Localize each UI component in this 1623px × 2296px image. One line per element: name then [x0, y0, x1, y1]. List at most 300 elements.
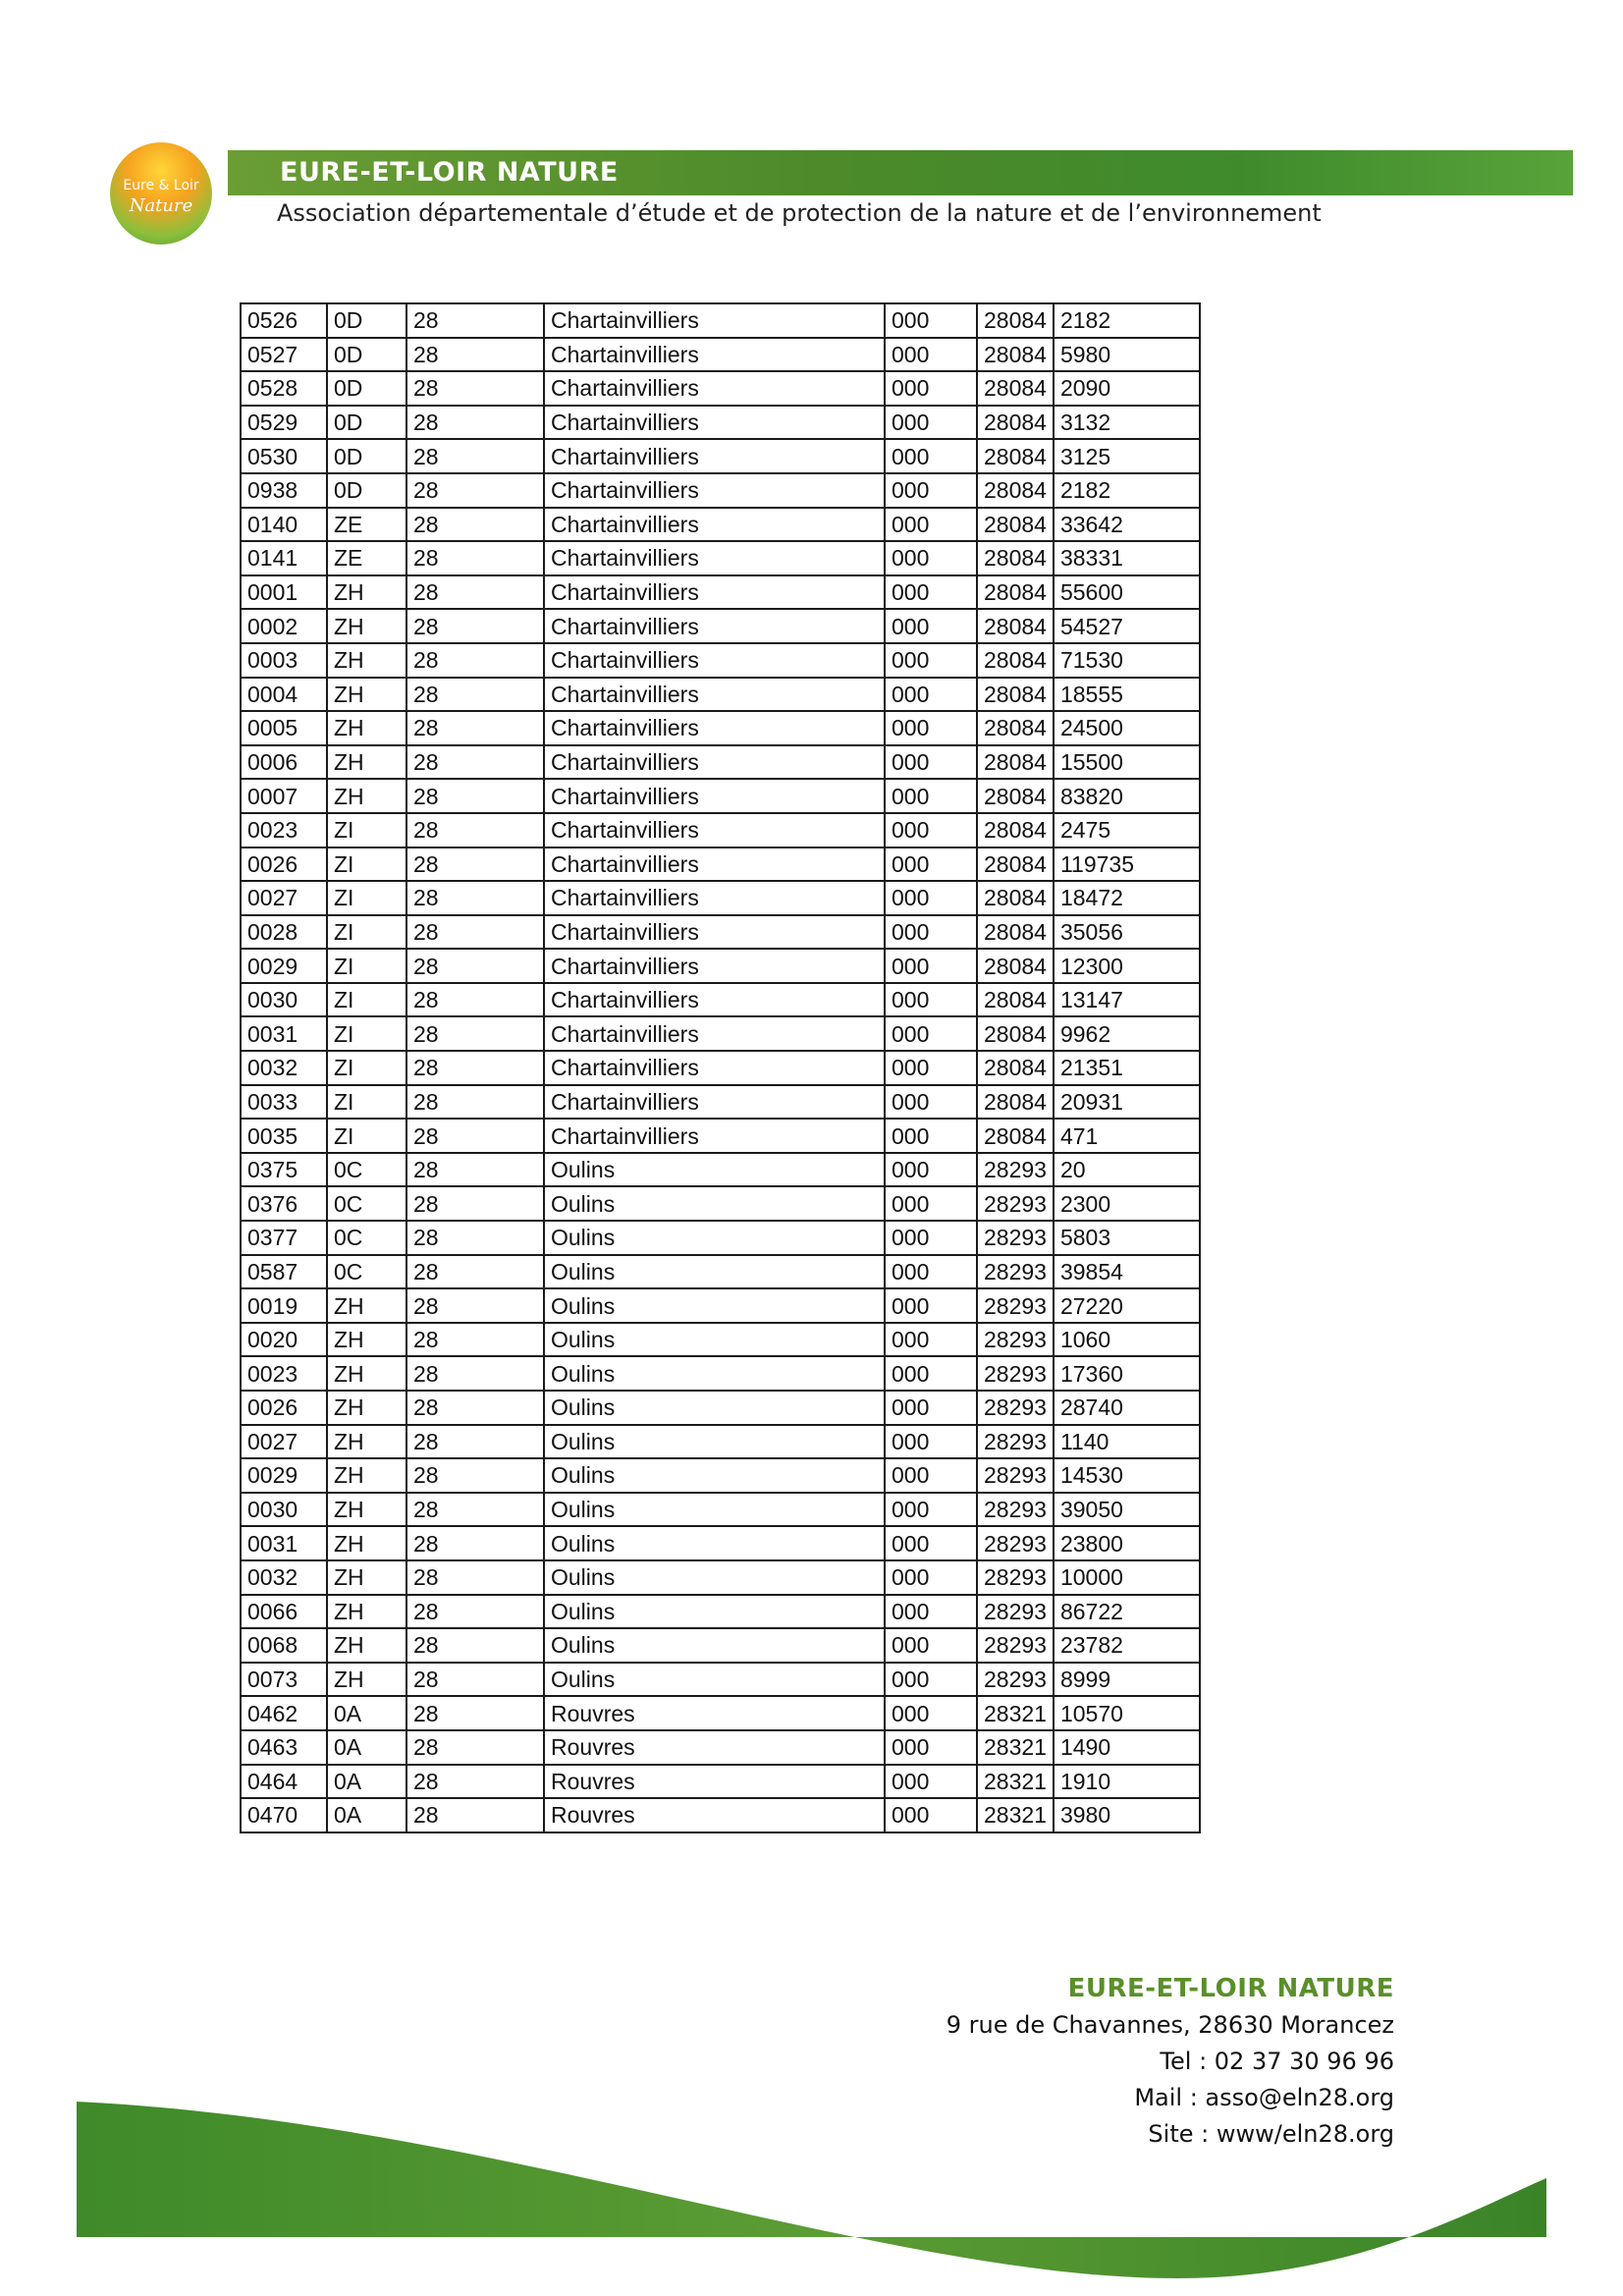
table-cell: 0D: [327, 338, 406, 372]
table-cell: 9962: [1054, 1016, 1200, 1051]
logo-bottom-text: Nature: [129, 195, 193, 216]
table-row: [241, 1016, 1200, 1051]
table-cell: ZI: [327, 1051, 406, 1085]
table-cell: Oulins: [544, 1221, 885, 1255]
table-cell: Chartainvilliers: [544, 949, 885, 983]
parcel-table-body: [241, 303, 1200, 1832]
table-cell: 0938: [241, 473, 327, 508]
parcel-table: [240, 302, 1201, 1833]
table-cell: Chartainvilliers: [544, 881, 885, 915]
table-cell: 0C: [327, 1255, 406, 1289]
table-row: [241, 371, 1200, 406]
table-row: [241, 1323, 1200, 1357]
table-cell: 35056: [1054, 915, 1200, 950]
table-cell: 0073: [241, 1663, 327, 1697]
table-cell: ZH: [327, 1560, 406, 1595]
table-row: [241, 1798, 1200, 1832]
table-cell: 33642: [1054, 508, 1200, 542]
table-cell: 0375: [241, 1153, 327, 1187]
footer-email: Mail : asso@eln28.org: [1134, 2084, 1394, 2111]
table-cell: 28293: [977, 1153, 1054, 1187]
table-row: [241, 303, 1200, 338]
table-row: [241, 1356, 1200, 1391]
table-cell: 28084: [977, 508, 1054, 542]
table-row: [241, 1153, 1200, 1187]
parcel-table-wrapper: [240, 302, 1201, 1833]
table-cell: ZI: [327, 847, 406, 882]
footer-contact-block: [884, 1971, 1394, 2153]
table-cell: 28: [406, 643, 544, 678]
table-cell: Chartainvilliers: [544, 983, 885, 1017]
table-cell: 0377: [241, 1221, 327, 1255]
table-row: [241, 609, 1200, 643]
table-cell: 28: [406, 1628, 544, 1663]
table-cell: 14530: [1054, 1458, 1200, 1493]
table-cell: 28084: [977, 915, 1054, 950]
table-cell: 0066: [241, 1595, 327, 1629]
table-cell: 54527: [1054, 609, 1200, 643]
table-cell: 1490: [1054, 1730, 1200, 1765]
table-cell: 28293: [977, 1288, 1054, 1323]
table-cell: 71530: [1054, 643, 1200, 678]
table-cell: 0001: [241, 575, 327, 610]
table-cell: 28: [406, 541, 544, 575]
table-cell: ZH: [327, 609, 406, 643]
table-cell: ZI: [327, 1016, 406, 1051]
table-cell: 28084: [977, 847, 1054, 882]
table-cell: ZI: [327, 949, 406, 983]
table-cell: 0005: [241, 711, 327, 745]
header-subtitle: Association départementale d’étude et de protection de la nature et de l’environnement: [277, 199, 1322, 227]
table-cell: 28: [406, 406, 544, 440]
table-cell: Chartainvilliers: [544, 678, 885, 712]
table-cell: 28: [406, 1560, 544, 1595]
table-cell: 000: [885, 439, 977, 473]
table-cell: 0068: [241, 1628, 327, 1663]
table-row: [241, 1119, 1200, 1153]
table-cell: Oulins: [544, 1628, 885, 1663]
table-cell: 21351: [1054, 1051, 1200, 1085]
table-cell: 0030: [241, 1493, 327, 1527]
table-cell: Rouvres: [544, 1730, 885, 1765]
table-cell: 2182: [1054, 473, 1200, 508]
table-cell: 27220: [1054, 1288, 1200, 1323]
table-row: [241, 439, 1200, 473]
table-cell: Oulins: [544, 1391, 885, 1425]
table-cell: 000: [885, 779, 977, 813]
table-cell: 28084: [977, 338, 1054, 372]
table-cell: Oulins: [544, 1186, 885, 1221]
table-cell: ZH: [327, 643, 406, 678]
table-row: [241, 1391, 1200, 1425]
table-cell: 28321: [977, 1798, 1054, 1832]
table-cell: Oulins: [544, 1595, 885, 1629]
table-cell: 28084: [977, 881, 1054, 915]
table-cell: 28: [406, 949, 544, 983]
table-cell: ZI: [327, 1119, 406, 1153]
table-cell: 28: [406, 711, 544, 745]
table-cell: 000: [885, 1119, 977, 1153]
table-cell: Oulins: [544, 1458, 885, 1493]
table-cell: 0462: [241, 1696, 327, 1730]
table-cell: 0526: [241, 303, 327, 338]
table-cell: 28: [406, 881, 544, 915]
table-cell: ZH: [327, 779, 406, 813]
table-cell: 28: [406, 678, 544, 712]
table-row: [241, 711, 1200, 745]
table-cell: ZH: [327, 1391, 406, 1425]
table-cell: 0031: [241, 1016, 327, 1051]
table-cell: 20: [1054, 1153, 1200, 1187]
table-cell: ZI: [327, 983, 406, 1017]
table-row: [241, 915, 1200, 950]
table-cell: 28084: [977, 983, 1054, 1017]
table-cell: 28: [406, 847, 544, 882]
table-cell: 28293: [977, 1221, 1054, 1255]
table-cell: ZH: [327, 1663, 406, 1697]
table-row: [241, 406, 1200, 440]
table-cell: ZI: [327, 813, 406, 847]
table-cell: 0027: [241, 881, 327, 915]
table-cell: 28: [406, 1085, 544, 1120]
table-cell: 23800: [1054, 1526, 1200, 1560]
table-cell: ZH: [327, 1526, 406, 1560]
table-cell: 5803: [1054, 1221, 1200, 1255]
table-cell: 2182: [1054, 303, 1200, 338]
table-row: [241, 575, 1200, 610]
table-cell: 28: [406, 1323, 544, 1357]
table-cell: Oulins: [544, 1288, 885, 1323]
table-cell: Rouvres: [544, 1696, 885, 1730]
table-cell: 0A: [327, 1696, 406, 1730]
table-cell: 000: [885, 1288, 977, 1323]
table-cell: 28293: [977, 1663, 1054, 1697]
table-cell: 2475: [1054, 813, 1200, 847]
table-cell: 0376: [241, 1186, 327, 1221]
table-cell: Chartainvilliers: [544, 1119, 885, 1153]
table-cell: 000: [885, 847, 977, 882]
table-row: [241, 1628, 1200, 1663]
table-cell: 28084: [977, 813, 1054, 847]
table-cell: 28293: [977, 1186, 1054, 1221]
table-cell: 28321: [977, 1765, 1054, 1799]
table-row: [241, 1186, 1200, 1221]
table-cell: 28084: [977, 779, 1054, 813]
table-cell: ZH: [327, 1425, 406, 1459]
table-cell: 28321: [977, 1730, 1054, 1765]
table-cell: 86722: [1054, 1595, 1200, 1629]
table-cell: 000: [885, 813, 977, 847]
table-row: [241, 847, 1200, 882]
table-cell: Oulins: [544, 1493, 885, 1527]
table-cell: ZH: [327, 1458, 406, 1493]
table-cell: 0A: [327, 1798, 406, 1832]
table-cell: ZH: [327, 1288, 406, 1323]
table-cell: 28: [406, 1730, 544, 1765]
table-cell: 0C: [327, 1153, 406, 1187]
table-cell: 0020: [241, 1323, 327, 1357]
table-cell: 28293: [977, 1560, 1054, 1595]
table-cell: 23782: [1054, 1628, 1200, 1663]
table-cell: 28084: [977, 745, 1054, 780]
table-cell: 3980: [1054, 1798, 1200, 1832]
table-cell: Chartainvilliers: [544, 303, 885, 338]
table-cell: 5980: [1054, 338, 1200, 372]
table-cell: 0006: [241, 745, 327, 780]
table-cell: Rouvres: [544, 1798, 885, 1832]
table-cell: 000: [885, 1595, 977, 1629]
table-row: [241, 1458, 1200, 1493]
table-cell: Chartainvilliers: [544, 338, 885, 372]
table-cell: ZE: [327, 508, 406, 542]
table-cell: Chartainvilliers: [544, 473, 885, 508]
table-row: [241, 813, 1200, 847]
table-cell: 000: [885, 1016, 977, 1051]
table-row: [241, 473, 1200, 508]
table-cell: 28084: [977, 1085, 1054, 1120]
table-cell: 000: [885, 406, 977, 440]
table-cell: ZH: [327, 1595, 406, 1629]
table-cell: ZI: [327, 881, 406, 915]
table-row: [241, 1560, 1200, 1595]
table-cell: 28293: [977, 1458, 1054, 1493]
table-cell: ZE: [327, 541, 406, 575]
table-cell: Chartainvilliers: [544, 745, 885, 780]
table-cell: Rouvres: [544, 1765, 885, 1799]
table-cell: 28084: [977, 1016, 1054, 1051]
table-cell: 28084: [977, 1119, 1054, 1153]
table-cell: 28: [406, 779, 544, 813]
table-cell: 28: [406, 745, 544, 780]
table-cell: 000: [885, 1628, 977, 1663]
table-cell: Chartainvilliers: [544, 711, 885, 745]
table-cell: 000: [885, 1221, 977, 1255]
table-cell: 0002: [241, 609, 327, 643]
table-cell: ZI: [327, 1085, 406, 1120]
logo-top-text: Eure & Loir: [123, 178, 199, 193]
table-cell: 000: [885, 541, 977, 575]
table-cell: 28084: [977, 473, 1054, 508]
table-cell: 0032: [241, 1051, 327, 1085]
org-logo: [110, 142, 212, 245]
table-cell: 28: [406, 1595, 544, 1629]
table-cell: 28293: [977, 1425, 1054, 1459]
table-cell: 0529: [241, 406, 327, 440]
table-cell: 28: [406, 575, 544, 610]
table-cell: 2090: [1054, 371, 1200, 406]
table-cell: 15500: [1054, 745, 1200, 780]
footer-website: Site : www/eln28.org: [1148, 2120, 1394, 2148]
table-cell: 28293: [977, 1255, 1054, 1289]
table-cell: 28: [406, 303, 544, 338]
table-cell: 000: [885, 1765, 977, 1799]
table-cell: 13147: [1054, 983, 1200, 1017]
table-row: [241, 1595, 1200, 1629]
table-cell: 000: [885, 949, 977, 983]
table-cell: 0D: [327, 303, 406, 338]
table-cell: 000: [885, 1730, 977, 1765]
table-cell: 28084: [977, 1051, 1054, 1085]
table-cell: ZH: [327, 575, 406, 610]
table-cell: 000: [885, 1526, 977, 1560]
table-cell: 000: [885, 575, 977, 610]
table-cell: 28740: [1054, 1391, 1200, 1425]
table-cell: 28293: [977, 1323, 1054, 1357]
table-cell: 1060: [1054, 1323, 1200, 1357]
footer-org-name: EURE-ET-LOIR NATURE: [1067, 1974, 1394, 2003]
table-cell: Chartainvilliers: [544, 1016, 885, 1051]
table-cell: 0026: [241, 1391, 327, 1425]
table-cell: 0026: [241, 847, 327, 882]
table-cell: ZH: [327, 711, 406, 745]
table-cell: 2300: [1054, 1186, 1200, 1221]
table-cell: 0D: [327, 406, 406, 440]
table-cell: 000: [885, 508, 977, 542]
table-cell: 471: [1054, 1119, 1200, 1153]
table-cell: 28293: [977, 1595, 1054, 1629]
table-cell: 0587: [241, 1255, 327, 1289]
table-cell: 0030: [241, 983, 327, 1017]
table-cell: 28: [406, 1391, 544, 1425]
table-cell: Oulins: [544, 1425, 885, 1459]
table-cell: 000: [885, 643, 977, 678]
table-row: [241, 1051, 1200, 1085]
table-cell: 1140: [1054, 1425, 1200, 1459]
table-cell: 000: [885, 371, 977, 406]
table-cell: 28: [406, 1526, 544, 1560]
table-cell: ZI: [327, 915, 406, 950]
table-cell: 0530: [241, 439, 327, 473]
table-cell: 28: [406, 1696, 544, 1730]
table-cell: 28: [406, 1425, 544, 1459]
table-cell: 28084: [977, 575, 1054, 610]
table-cell: 0033: [241, 1085, 327, 1120]
table-cell: Chartainvilliers: [544, 575, 885, 610]
table-cell: 28: [406, 1153, 544, 1187]
table-cell: 000: [885, 1425, 977, 1459]
table-cell: 0028: [241, 915, 327, 950]
table-cell: 28: [406, 371, 544, 406]
table-cell: 28321: [977, 1696, 1054, 1730]
table-cell: 10570: [1054, 1696, 1200, 1730]
table-cell: 000: [885, 1391, 977, 1425]
table-cell: 28: [406, 1186, 544, 1221]
table-cell: 28: [406, 813, 544, 847]
table-cell: 0032: [241, 1560, 327, 1595]
table-cell: Oulins: [544, 1255, 885, 1289]
table-cell: 20931: [1054, 1085, 1200, 1120]
table-cell: 28084: [977, 949, 1054, 983]
table-cell: ZH: [327, 1356, 406, 1391]
table-cell: 28: [406, 1119, 544, 1153]
table-row: [241, 779, 1200, 813]
table-cell: 28: [406, 1493, 544, 1527]
table-cell: 000: [885, 1323, 977, 1357]
table-row: [241, 1255, 1200, 1289]
table-cell: 28084: [977, 609, 1054, 643]
table-cell: 000: [885, 609, 977, 643]
table-cell: ZH: [327, 1628, 406, 1663]
table-cell: 28084: [977, 303, 1054, 338]
table-cell: 0D: [327, 473, 406, 508]
table-cell: 28084: [977, 643, 1054, 678]
table-cell: ZH: [327, 678, 406, 712]
table-row: [241, 983, 1200, 1017]
table-cell: 0463: [241, 1730, 327, 1765]
table-row: [241, 541, 1200, 575]
table-cell: Oulins: [544, 1663, 885, 1697]
table-cell: 000: [885, 1051, 977, 1085]
table-cell: 83820: [1054, 779, 1200, 813]
table-cell: 28: [406, 508, 544, 542]
table-cell: 28: [406, 473, 544, 508]
table-cell: Chartainvilliers: [544, 915, 885, 950]
table-cell: Chartainvilliers: [544, 406, 885, 440]
table-cell: Chartainvilliers: [544, 1085, 885, 1120]
table-cell: Oulins: [544, 1323, 885, 1357]
table-cell: Oulins: [544, 1153, 885, 1187]
table-cell: 000: [885, 1356, 977, 1391]
table-cell: Chartainvilliers: [544, 508, 885, 542]
table-cell: 28084: [977, 371, 1054, 406]
table-cell: 0019: [241, 1288, 327, 1323]
table-cell: 28: [406, 1051, 544, 1085]
table-cell: Chartainvilliers: [544, 371, 885, 406]
table-cell: 8999: [1054, 1663, 1200, 1697]
table-cell: Chartainvilliers: [544, 779, 885, 813]
table-row: [241, 1085, 1200, 1120]
table-row: [241, 1221, 1200, 1255]
table-cell: 28084: [977, 406, 1054, 440]
table-row: [241, 1663, 1200, 1697]
table-cell: 28: [406, 983, 544, 1017]
table-cell: 28: [406, 1356, 544, 1391]
table-cell: 10000: [1054, 1560, 1200, 1595]
table-cell: 28293: [977, 1391, 1054, 1425]
table-cell: 000: [885, 303, 977, 338]
table-cell: 0528: [241, 371, 327, 406]
table-cell: 000: [885, 983, 977, 1017]
table-cell: 000: [885, 745, 977, 780]
table-cell: 0031: [241, 1526, 327, 1560]
table-row: [241, 1288, 1200, 1323]
table-cell: Chartainvilliers: [544, 847, 885, 882]
table-row: [241, 643, 1200, 678]
table-cell: 0035: [241, 1119, 327, 1153]
table-cell: Chartainvilliers: [544, 643, 885, 678]
table-cell: 28293: [977, 1526, 1054, 1560]
table-cell: 000: [885, 711, 977, 745]
table-cell: 28: [406, 338, 544, 372]
header-org-name: EURE-ET-LOIR NATURE: [280, 157, 619, 188]
table-cell: 0C: [327, 1186, 406, 1221]
table-cell: 0140: [241, 508, 327, 542]
table-cell: 1910: [1054, 1765, 1200, 1799]
table-row: [241, 1526, 1200, 1560]
table-row: [241, 678, 1200, 712]
table-cell: 0464: [241, 1765, 327, 1799]
table-cell: 000: [885, 678, 977, 712]
table-cell: 0003: [241, 643, 327, 678]
table-cell: 000: [885, 1085, 977, 1120]
table-cell: 0D: [327, 439, 406, 473]
table-cell: Chartainvilliers: [544, 541, 885, 575]
table-row: [241, 745, 1200, 780]
table-row: [241, 1493, 1200, 1527]
table-cell: 28: [406, 915, 544, 950]
table-cell: 000: [885, 1798, 977, 1832]
table-cell: 0D: [327, 371, 406, 406]
